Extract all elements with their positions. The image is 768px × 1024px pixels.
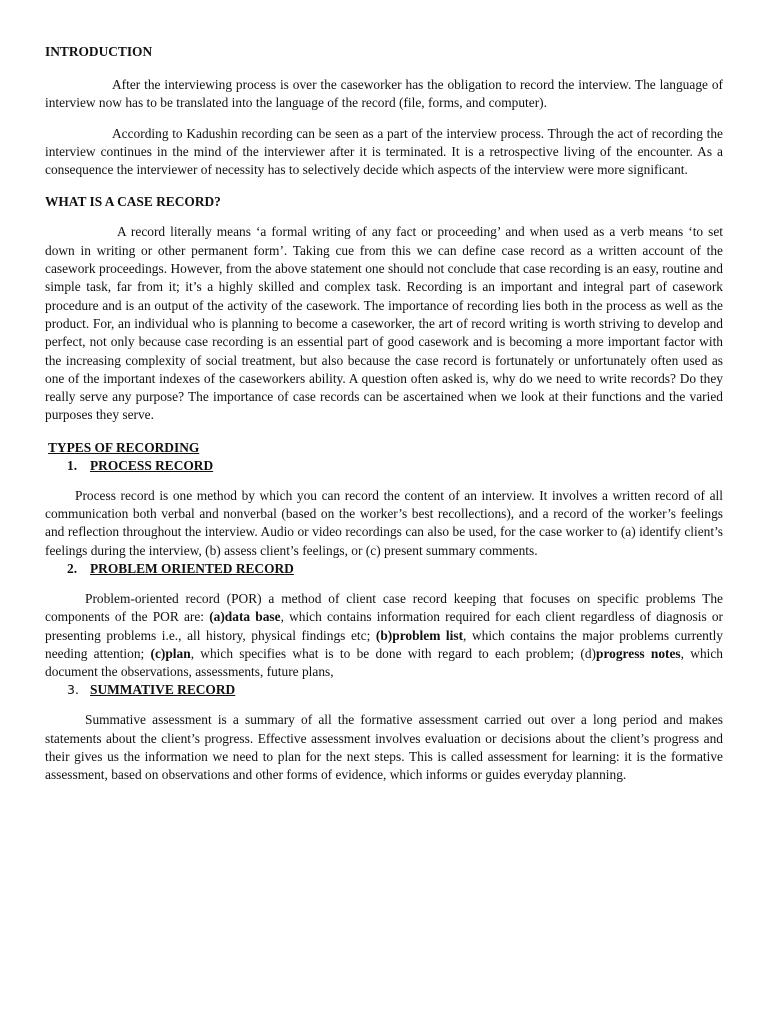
por-text-1: Problem-oriented record (POR) a method of client case record keeping that focuses on specific problems The components of the POR are: [45, 590, 723, 625]
por-progress-notes: progress notes [596, 645, 681, 661]
problem-oriented-subheading [45, 560, 723, 578]
case-record-paragraph: A record literally means ‘a formal writing of any fact or proceeding’ and when used as a verb means ‘to set down in writing or other permanent form’. Taking cue from this we can define case record as a written account of the casework proceedings. However, from the above statement one should not conclude that case recording is an easy, routine and simple task, far from it; it’s a highly skilled and complex task. Recording is an important and integral part of casework procedure and is an output of the activity of the casework. The importance of recording lies both in the process as well as the product. For, an individual who is planning to become a caseworker, the art of record writing is worth striving to develop and perfect, not only because case recording is an essential part of good casework and is becoming a more important factor with the increasing complexity of social treatment, but also because the case record is fortunately or unfortunately often used as one of the important indexes of the caseworkers ability. A question often asked is, why do we need to write records? Do they really serve any purpose? The importance of case records can be ascertained when we look at their functions and the varied purposes they serve. [45, 224, 723, 423]
por-plan: (c)plan [150, 645, 191, 661]
por-problem-list: (b)problem list [375, 627, 464, 643]
case-record-heading: WHAT IS A CASE RECORD? [45, 194, 221, 210]
process-record-title: PROCESS RECORD [90, 457, 214, 473]
process-record-subheading [45, 457, 723, 475]
process-record-number: 1. [67, 457, 78, 473]
por-text-5: , which document the observations, assessments, future plans, [45, 645, 723, 680]
summative-record-paragraph: Summative assessment is a summary of all the formative assessment carried out over a long period and makes statements about the client’s progress. Effective assessment involves evaluation or decisions about the client’s progress and their gives us the information we need to plan for the next steps. This is called assessment for learning: it is the formative assessment, based on observations and other forms of evidence, which informs or guides everyday planning. [45, 712, 723, 783]
process-record-paragraph: Process record is one method by which you can record the content of an interview. It involves a written record of all communication both verbal and nonverbal (based on the worker’s best recollections), and a record of the worker’s feelings and reflection throughout the interview. Audio or video recordings can also be used, for the case worker to (a) identify client’s feelings during the interview, (b) assess client’s feelings, or (c) present summary comments. [45, 487, 723, 558]
intro-paragraph-2: According to Kadushin recording can be seen as a part of the interview process. Through the act of recording the interview continues in the mind of the interviewer after it is terminated. It is a retrospective living of the encounter. As a consequence the interviewer of necessity has to selectively decide which aspects of the interview were more significant. [45, 125, 723, 178]
por-data-base: (a)data base [209, 609, 281, 625]
summative-record-title: SUMMATIVE RECORD [90, 682, 236, 698]
por-text-2: , which contains information required for each client regardless of diagnosis or presenting problems i.e., all history, physical findings etc; [45, 609, 724, 643]
por-text-3: , which contains the major problems currently needing attention; [45, 627, 723, 661]
summative-record-subheading [45, 681, 723, 699]
intro-paragraph-1: After the interviewing process is over the caseworker has the obligation to record the interview. The language of interview now has to be translated into the language of the record (file, forms, and computer). [45, 77, 723, 111]
document-page [45, 40, 723, 785]
problem-oriented-paragraph [45, 590, 723, 681]
problem-oriented-number: 2. [67, 560, 78, 576]
summative-record-number: 3. [67, 682, 79, 698]
por-text-4: , which specifies what is to be done with regard to each problem; (d) [190, 645, 597, 661]
problem-oriented-title: PROBLEM ORIENTED RECORD [90, 560, 294, 576]
types-of-recording-heading: TYPES OF RECORDING [48, 439, 200, 455]
intro-heading: INTRODUCTION [45, 44, 153, 59]
